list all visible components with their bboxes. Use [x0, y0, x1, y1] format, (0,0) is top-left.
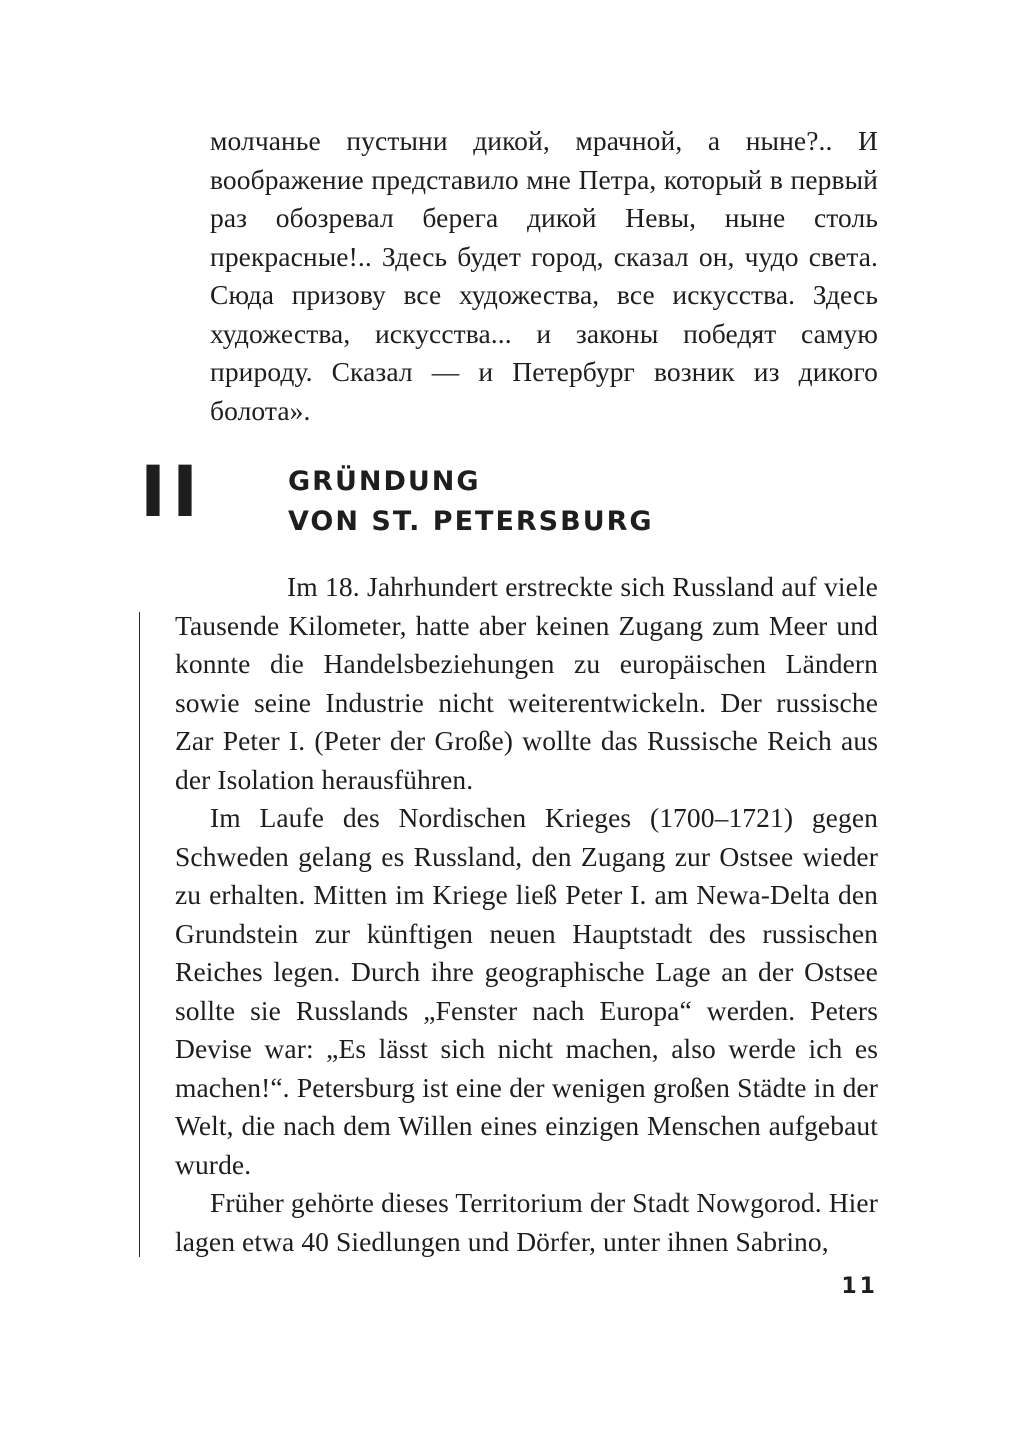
body-paragraph-3: Früher gehörte dieses Territorium der Stadt Nowgorod. Hier lagen etwa 40 Siedlungen und Dörfer, unter ihnen Sabrino,	[175, 1187, 878, 1257]
quote-block	[210, 122, 878, 430]
body-paragraph-1: Im 18. Jahrhundert erstreckte sich Russland auf viele Tausende Kilometer, hatte aber keinen Zugang zum Meer und konnte die Handelsbeziehungen zu europäischen Ländern sowie seine Industrie nicht weiterentwickeln. Der russische Zar Peter I. (Peter der Große) wollte das Russische Reich aus der Isolation herausführen.	[175, 571, 878, 795]
quote-paragraph: молчанье пустыни дикой, мрачной, а ныне?.. И воображение представило мне Петра, который в первый раз обозревал берега дикой Невы, ныне столь прекрасные!.. Здесь будет город, сказал он, чудо света. Сюда призову все художества, все искусства. Здесь художества, искусства... и законы победят самую природу. Сказал — и Петербург возник из дикого болота».	[210, 125, 878, 426]
chapter-number: II	[140, 451, 205, 533]
chapter-body	[175, 568, 878, 1261]
chapter-title	[288, 462, 654, 542]
page-number: 11	[841, 1274, 878, 1299]
chapter-title-line-1: GRÜNDUNG	[288, 466, 481, 497]
margin-rule	[139, 612, 140, 1257]
body-paragraph-2: Im Laufe des Nordischen Krieges (1700–1721) gegen Schweden gelang es Russland, den Zugang zur Ostsee wieder zu erhalten. Mitten im Kriege ließ Peter I. am Newa-Delta den Grundstein zur künftigen neuen Hauptstadt des russischen Reiches legen. Durch ihre geographische Lage an der Ostsee sollte sie Russlands „Fenster nach Europa“ werden. Peters Devise war: „Es lässt sich nicht machen, also werde ich es machen!“. Petersburg ist eine der wenigen großen Städte in der Welt, die nach dem Willen eines einzigen Menschen aufgebaut wurde.	[175, 802, 878, 1180]
chapter-title-line-2: VON ST. PETERSBURG	[288, 506, 654, 537]
